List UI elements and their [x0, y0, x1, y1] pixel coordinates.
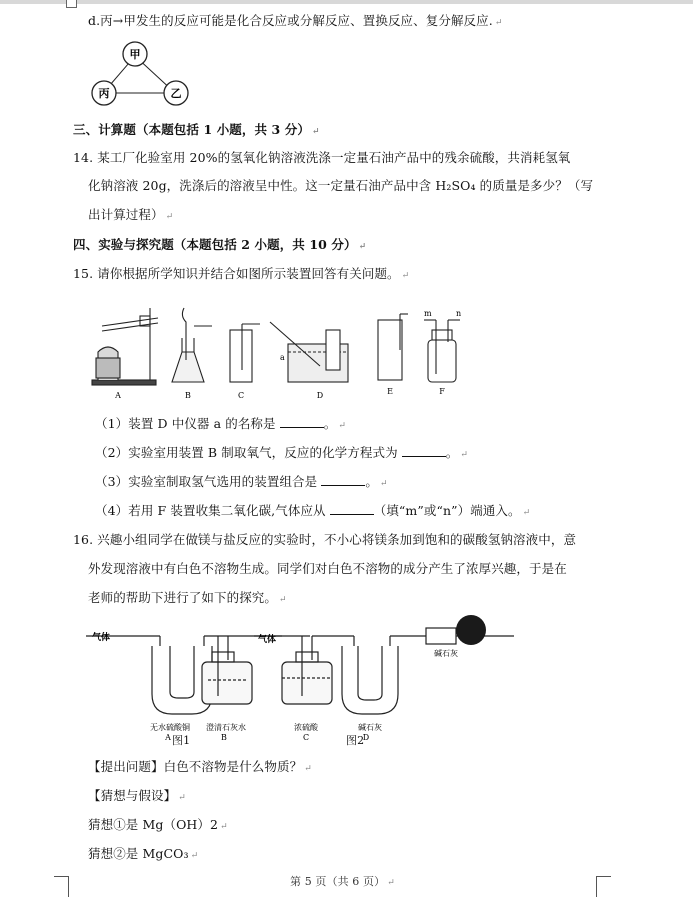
q16-line-2: 外发现溶液中有白色不溶物生成。同学们对白色不溶物的成分产生了浓厚兴趣，于是在 [88, 561, 567, 576]
answer-blank [280, 415, 324, 428]
label-A: A [165, 733, 171, 742]
q14-line-2: 化钠溶液 20g，洗涤后的溶液呈中性。这一定量石油产品中含 H₂SO₄ 的质量是多少？（写 [88, 178, 594, 193]
label-soda-lime-e: 碱石灰 [434, 649, 458, 658]
section-3-heading: 三、计算题（本题包括 1 小题，共 3 分） ↵ [73, 122, 320, 137]
hypothesis-2: 猜想②是 MgCO₃ ↵ [88, 846, 199, 861]
q16-line-1: 16. 兴趣小组同学在做镁与盐反应的实验时，不小心将镁条加到饱和的碳酸氢钠溶液中，意 [73, 532, 577, 547]
label-D: D [316, 391, 324, 400]
label-E: E [387, 387, 393, 396]
answer-blank [402, 444, 446, 457]
label-conc-h2so4: 浓硫酸 [294, 723, 318, 732]
page-corner-mark [66, 0, 77, 8]
node-jia: 甲 [129, 48, 141, 61]
label-A: A [115, 391, 121, 400]
option-d: d.丙→甲发生的反应可能是化合反应或分解反应、置换反应、复分解反应. ↵ [88, 13, 503, 28]
gas-label-2: 气体 [258, 635, 277, 645]
ask-question: 【提出问题】白色不溶物是什么物质？ ↵ [88, 759, 312, 774]
label-B: B [185, 391, 191, 400]
q16-apparatus-figure [86, 614, 516, 752]
q15-stem: 15. 请你根据所学知识并结合如图所示装置回答有关问题。 ↵ [73, 266, 410, 281]
figure-2-caption: 图2 [346, 734, 365, 747]
gas-label-1: 气体 [92, 633, 111, 643]
q16-line-3: 老师的帮助下进行了如下的探究。 ↵ [88, 590, 287, 605]
node-yi: 乙 [170, 87, 182, 100]
q14-line-3: 出计算过程） ↵ [88, 207, 174, 222]
crop-mark-left [54, 876, 69, 897]
top-edge [0, 0, 693, 4]
label-n: n [456, 309, 462, 318]
answer-blank [330, 502, 374, 515]
label-a: a [280, 353, 285, 362]
hypothesis-heading: 【猜想与假设】 ↵ [88, 788, 186, 803]
label-C: C [302, 733, 310, 742]
section-4-heading: 四、实验与探究题（本题包括 2 小题，共 10 分） ↵ [73, 237, 367, 252]
label-F: F [439, 387, 445, 396]
q15-part-2: （2）实验室用装置 B 制取氧气，反应的化学方程式为 。 ↵ [95, 445, 469, 460]
figure-1-caption: 图1 [172, 734, 191, 747]
label-B: B [221, 733, 227, 742]
label-limewater: 澄清石灰水 [206, 723, 246, 732]
label-C: C [237, 391, 245, 400]
q15-part-3: （3）实验室制取氢气选用的装置组合是 。 ↵ [95, 474, 388, 489]
triangle-diagram [86, 40, 196, 112]
label-D: D [362, 733, 370, 742]
q15-part-1: （1）装置 D 中仪器 a 的名称是 。 ↵ [95, 416, 346, 431]
crop-mark-right [596, 876, 611, 897]
soda-lime-bulb [456, 615, 486, 645]
label-soda-lime-d: 碱石灰 [358, 723, 382, 732]
hypothesis-1: 猜想①是 Mg（OH）2 ↵ [88, 817, 228, 832]
q15-part-4: （4）若用 F 装置收集二氧化碳,气体应从 （填“m”或“n”）端通入。 ↵ [95, 503, 531, 518]
q15-apparatus-figure [88, 300, 488, 402]
node-bing: 丙 [98, 87, 110, 100]
page-footer: 第 5 页（共 6 页） ↵ [290, 875, 395, 888]
q14-line-1: 14. 某工厂化验室用 20%的氢氧化钠溶液洗涤一定量石油产品中的残余硫酸，共消耗氢氧 [73, 150, 571, 165]
label-anhydrous-cuso4: 无水硫酸铜 [150, 723, 190, 732]
label-m: m [424, 309, 432, 318]
answer-blank [321, 473, 365, 486]
